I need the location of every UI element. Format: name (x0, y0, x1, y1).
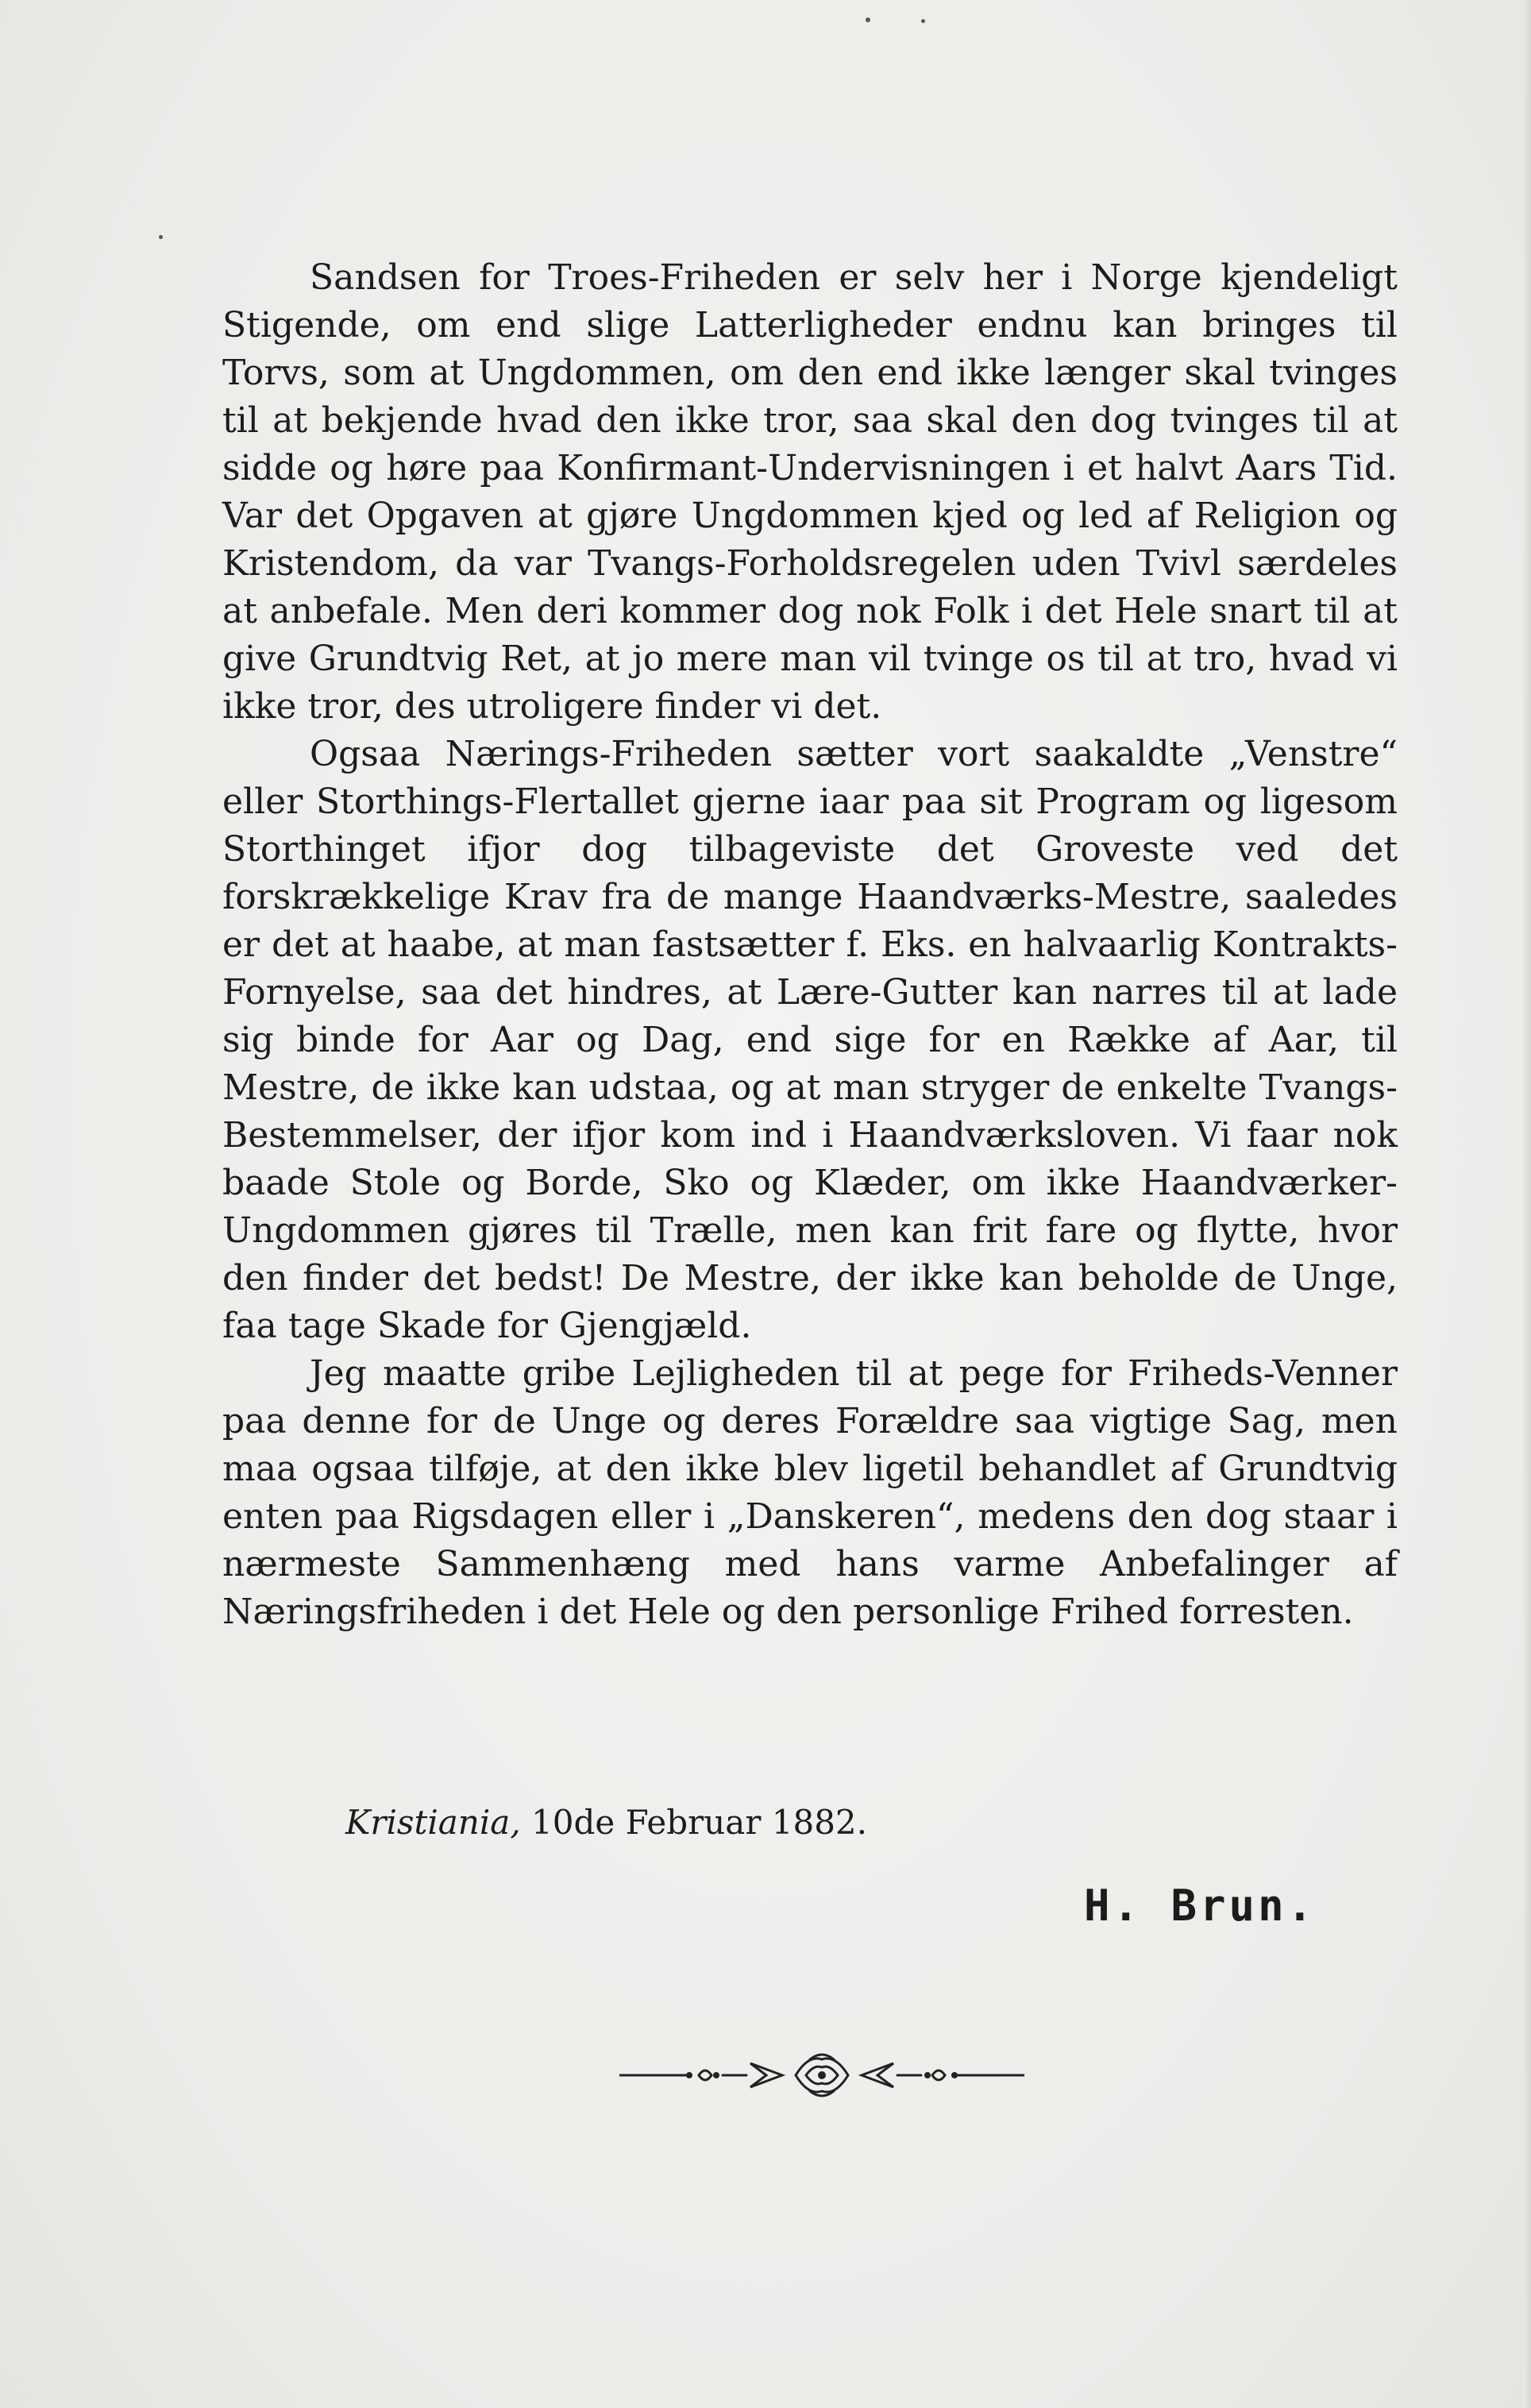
page-edge (1523, 0, 1531, 2408)
ink-speck (159, 235, 163, 239)
ink-speck (921, 19, 925, 23)
ornament-divider-icon (619, 2047, 1024, 2103)
dateline-date: 10de Februar 1882. (531, 1803, 867, 1842)
body-text (222, 254, 1398, 1636)
dateline (345, 1799, 867, 1847)
ink-speck (866, 17, 870, 22)
signature: H. Brun. (1084, 1881, 1317, 1931)
paragraph-3: Jeg maatte gribe Lejligheden til at pege for Friheds-Venner paa denne for de Unge og deres Forældre saa vigtige Sag, men maa ogsaa tilføje, at den ikke blev ligetil behandlet af Grundtvig enten paa Rigsdagen eller i „Danskeren“, medens den dog staar i nærmeste Sammenhæng med hans varme Anbefalinger af Næringsfriheden i det Hele og den personlige Frihed forresten. (222, 1353, 1398, 1632)
paragraph-1: Sandsen for Troes-Friheden er selv her i Norge kjendeligt Stigende, om end slige Latterligheder endnu kan bringes til Torvs, som at Ungdommen, om den end ikke længer skal tvinges til at bekjende hvad den ikke tror, saa skal den dog tvinges til at sidde og høre paa Konfirmant-Undervisningen i et halvt Aars Tid. Var det Opgaven at gjøre Ungdommen kjed og led af Religion og Kristendom, da var Tvangs-Forholdsregelen uden Tvivl særdeles at anbefale. Men deri kommer dog nok Folk i det Hele snart til at give Grundtvig Ret, at jo mere man vil tvinge os til at tro, hvad vi ikke tror, des utroligere finder vi det. (222, 257, 1398, 727)
dateline-place: Kristiania, (345, 1803, 521, 1842)
paragraph-2: Ogsaa Nærings-Friheden sætter vort saakaldte „Venstre“ eller Storthings-Flertallet gjerne iaar paa sit Program og ligesom Storthinget ifjor dog tilbageviste det Groveste ved det forskrækkelige Krav fra de mange Haandværks-Mestre, saaledes er det at haabe, at man fastsætter f. Eks. en halvaarlig Kontrakts-Fornyelse, saa det hindres, at Lære-Gutter kan narres til at lade sig binde for Aar og Dag, end sige for en Række af Aar, til Mestre, de ikke kan udstaa, og at man stryger de enkelte Tvangs-Bestemmelser, der ifjor kom ind i Haandværksloven. Vi faar nok baade Stole og Borde, Sko og Klæder, om ikke Haandværker-Ungdommen gjøres til Trælle, men kan frit fare og flytte, hvor den finder det bedst! De Mestre, der ikke kan beholde de Unge, faa tage Skade for Gjengjæld. (222, 734, 1398, 1346)
